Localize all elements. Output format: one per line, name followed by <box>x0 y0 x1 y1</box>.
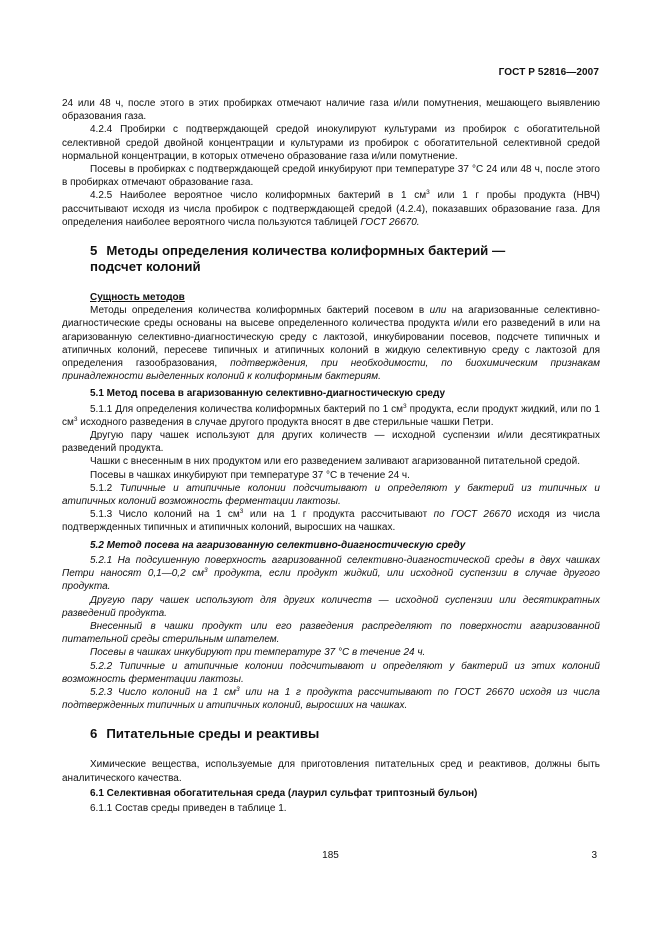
paragraph-chemicals: Химические вещества, используемые для приготовления питательных сред и реактивов, должны быть аналитического качества. <box>62 759 600 784</box>
subsection-5-2-heading: 5.2 Метод посева на агаризованную селективно-диагностическую среду <box>90 539 466 551</box>
document-body <box>62 97 600 815</box>
text-fragment: или 1 г пробы продукта (НВЧ) рассчитывают исходя из числа пробирок с подтверждающей средой (4.2.4), показавших образование газа. Для определения наиболее вероятного числа пользуются таблицей <box>62 190 600 228</box>
text-fragment: исходного разведения в случае другого продукта вносят в две стерильные чашки Петри. <box>77 416 494 428</box>
emphasis: или <box>429 305 447 317</box>
subsection-6-1-heading: 6.1 Селективная обогатительная среда (лаурил сульфат триптозный бульон) <box>90 787 478 799</box>
paragraph-other-pair: Другую пару чашек используют для других количеств — исходной суспензии и/или десятикратных разведений продукта. <box>62 430 600 455</box>
emphasis: подтверждения, при необходимости, по биохимическим признакам принадлежности выделенных колоний к колиформным бактериям. <box>62 358 600 383</box>
superscript: 3 <box>204 567 208 575</box>
paragraph-incubate: Посевы в чашках инкубируют при температуре 37 °С в течение 24 ч. <box>90 469 410 481</box>
superscript: 3 <box>235 685 240 693</box>
paragraph-incubation: Посевы в пробирках с подтверждающей средой инкубируют при температуре 37 °С 24 или 48 ч, после этого в пробирках отмечают образование газа. <box>62 164 600 189</box>
text-fragment: 5.1.2 <box>90 482 120 494</box>
text-fragment: 5.1.1 Для определения количества колиформных бактерий по 1 см <box>90 403 404 415</box>
text-fragment: на агаризованные селективно-диагностические среды основаны на высеве определенного количества продукта и/или его разведений в или на агаризованную селективно-диагностическую среду с лактозой, инкубировании посевов, подсчете типичных и атипичных колоний, пересеве типичных и атипичных колоний в жидкую селективную среду с лактозой для определения газообразования, <box>62 305 600 370</box>
standard-number: ГОСТ Р 52816—2007 <box>498 67 599 78</box>
text-fragment: продукта, если продукт жидкий, или исходной суспензии в случае другого продукта. <box>62 568 600 593</box>
paragraph-4-2-5 <box>62 189 600 229</box>
text-fragment: продукта, если продукт жидкий, или по 1 см <box>62 403 600 428</box>
essence-heading: Сущность методов <box>90 292 185 304</box>
paragraph-pour: Чашки с внесенным в них продуктом или его разведением заливают агаризованной питательной средой. <box>90 456 580 468</box>
section-title: Питательные среды и реактивы <box>106 726 320 742</box>
text-fragment: 4.2.5 Наиболее вероятное число колиформных бактерий в 1 см <box>90 190 427 202</box>
paragraph-5-1-1 <box>62 403 600 429</box>
text-fragment: Методы определения количества колиформных бактерий посевом в <box>90 305 430 317</box>
standard-reference: по ГОСТ 26670 <box>433 509 512 521</box>
superscript: 3 <box>73 415 78 423</box>
paragraph-spread: Внесенный в чашки продукт или его разведения распределяют по поверхности агаризованной питательной среды стерильным шпателем. <box>62 620 600 646</box>
section-6-heading <box>90 726 600 742</box>
section-number: 5 <box>90 243 98 259</box>
paragraph-4-2-4: 4.2.4 Пробирки с подтверждающей средой инокулируют культурами из пробирок с обогатительной селективной средой двойной концентрации и культурами из пробирок с обогатительной селективной средой нормальной концентрации, в которых отмечено образование газа и/или помутнение. <box>62 124 600 162</box>
superscript: 3 <box>426 189 430 197</box>
text-fragment: 5.2.3 Число колоний на 1 см <box>90 686 236 698</box>
paragraph-incubate-2: Посевы в чашках инкубируют при температуре 37 °С в течение 24 ч. <box>90 647 426 659</box>
text-fragment: исходя из числа подтвержденных типичных и атипичных колоний, выросших на чашках. <box>62 509 600 534</box>
paragraph-continuation: 24 или 48 ч, после этого в этих пробирках отмечают наличие газа и/или помутнения, мешающего выявлению образования газа. <box>62 98 600 123</box>
section-number: 6 <box>90 726 98 742</box>
text-fragment: 5.1.3 Число колоний на 1 см <box>90 509 240 521</box>
paragraph-essence <box>62 304 600 383</box>
subsection-5-1-heading: 5.1 Метод посева в агаризованную селективно-диагностическую среду <box>90 388 446 400</box>
standard-reference: ГОСТ 26670. <box>360 216 420 228</box>
text-fragment: 5.2.1 На подсушенную поверхность агаризованной селективно-диагностической среды в двух чашках Петри наносят 0,1—0,2 см <box>62 554 600 580</box>
paragraph-5-1-2 <box>62 482 600 508</box>
superscript: 3 <box>403 402 407 410</box>
section-title-line-2: подсчет колоний <box>90 259 201 275</box>
text-fragment: или на 1 г продукта рассчитывают <box>243 509 434 521</box>
paragraph-5-2-1 <box>62 554 600 594</box>
page-number-center: 185 <box>322 850 339 861</box>
section-title-line-1: Методы определения количества колиформных бактерий — <box>106 243 506 259</box>
emphasis: Типичные и атипичные колонии подсчитывают и определяют у бактерий из типичных и атипичных колоний возможность ферментации лактозы. <box>62 482 600 508</box>
paragraph-5-2-3 <box>62 686 600 712</box>
paragraph-5-2-2: 5.2.2 Типичные и атипичные колонии подсчитывают и определяют у бактерий из этих колоний возможность ферментации лактозы. <box>62 660 600 685</box>
paragraph-other-pair-2: Другую пару чашек используют для других количеств — исходной суспензии или десятикратных разведений продукта. <box>62 594 600 619</box>
page-number-right: 3 <box>591 850 597 861</box>
text-fragment: или на 1 г продукта рассчитывают по ГОСТ 26670 исходя из числа подтвержденных типичных и атипичных колоний, выросших на чашках. <box>62 686 600 712</box>
paragraph-5-1-3 <box>62 508 600 534</box>
paragraph-6-1-1: 6.1.1 Состав среды приведен в таблице 1. <box>90 802 287 814</box>
section-5-heading <box>90 243 600 275</box>
superscript: 3 <box>239 508 244 516</box>
